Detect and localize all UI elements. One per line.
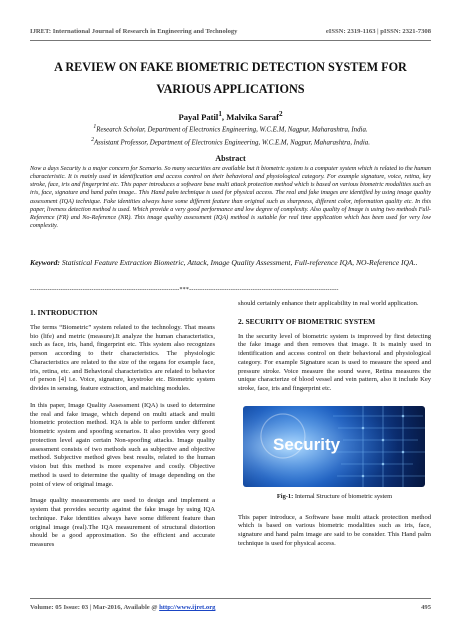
figure-label: Fig-1: [276,492,294,500]
figure-1-image [243,406,425,487]
section-1-heading: 1. INTRODUCTION [30,308,98,317]
author-2: Malvika Saraf [226,111,279,122]
abstract-heading: Abstract [215,154,246,163]
author-1: Payal Patil [178,111,219,122]
left-column [30,300,215,558]
protection-paragraph: This paper introduce, a Software base multi attack protection method which is based on various biometric modalities such as iris, face, signature and hand palm image are said to be consider. This Hand palm technique is used for physical access. [238,513,431,547]
section-separator: --------------------------------------------------------------------***-------------------------------------------------------------------- [30,287,339,293]
continued-paragraph: should certainly enhance their applicability in real world application. [238,300,419,307]
security-paragraph: In the security level of biometric system is improved by first detecting the fake image and then removes that image. It is mainly used in identification and access control on their behavioral and physiological category. For example Signature scan is used to measure the speed and pressure stroke. Voice measure the sound wave, Retina measures the unique characterize of blood vessel and vein pattern, also it include Key stroke, face, iris and fingerprint etc. [238,332,431,392]
issn-info: eISSN: 2319-1163 | pISSN: 2321-7308 [325,28,431,35]
section-2-heading: 2. SECURITY OF BIOMETRIC SYSTEM [238,316,376,326]
author-2-sup: 2 [278,110,283,118]
footer-divider [30,598,431,599]
intro-paragraph-3: Image quality measurements are used to design and implement a system that provides security against the fake image by using IQA technique. Fake identities always have some different feature than original image (real).The IQA measurement of structural distortion should be a good approximation. So the efficient and accurate measures [30,497,215,548]
intro-paragraph-2: In this paper, Image Quality Assessment (IQA) is used to determine the real and fake image, which depend on multi attack and multi biometric protection method. IQA is able to perform under different biometric system and spoofing scenarios. It also provides very good protection level again certain Non-spoofing attacks. Image quality assessment consists of two methods such as subjective and objective method. Subjective method gives best results, related to the human vision but this method is more expensive and costly. Objective method is used to determine the quality of image depending on the point of view of original image. [30,401,215,488]
paper-title [30,56,431,100]
journal-name: IJRET: International Journal of Research in Engineering and Technology [30,28,238,35]
volume-info: Volume: 05 Issue: 03 | Mar-2016, Available @ [30,604,160,611]
intro-paragraph-1: The terms “Biometric” system related to the technology. That means bio (life) and metric (measure).It analyze the human characteristics, such as face, iris, hand, fingerprint etc. This system also recognizes person according to their characteristics. The physiologic Characteristics are related to the size of the organs for example face, iris, retina, etc. and Behavioral characteristics are related to behavior of person [4] i.e. Voice, signature, keystroke etc. Biometric system divides in sensing, feature extraction, and matching modules. [30,323,215,392]
title-line-1: A REVIEW ON FAKE BIOMETRIC DETECTION SYSTEM FOR [54,60,407,74]
figure-word: Security [273,434,341,454]
right-column [238,300,431,557]
header-divider [30,40,431,41]
affiliation-2-sup: 2 [91,137,94,144]
affiliations [30,122,431,149]
affiliation-2 [30,135,431,148]
author-separator: , [221,111,227,122]
author-list [30,110,431,122]
title-line-2: VARIOUS APPLICATIONS [156,82,305,96]
affiliation-1-text: Research Scholar, Department of Electronics Engineering, W.C.E.M, Nagpur, Maharashtra, India. [96,126,368,134]
security-illustration [243,406,425,487]
journal-link[interactable]: http://www.ijret.org [159,604,216,611]
affiliation-2-text: Assistant Professor, Department of Electronics Engineering, W.C.E.M, Nagpur, Maharashtra, India. [93,139,370,147]
keywords-text: Statistical Feature Extraction Biometric, Attack, Image Quality Assessment, Full-reference IQA, NO-Reference IQA.. [61,258,418,267]
page-footer [30,604,431,611]
abstract-text: Now a days Security is a major concern for Scenario. So many securities are available but it biometric system is a computer system which is related to the human characteristic. It is mainly used in identification and access control on their behavioral and physiological category. For example signature, voice, retina, key stroke, face, iris and fingerprint etc. This paper introduces a software base multi attack protection method which is based on various biometric modalities such as iris, face, signature and hand palm image.. This Hand palm technique is used for physical access. The real and fake images are identified by using image quality assessment (IQA) technique. Fake identities always have some different feature than original such as sharpness, different color, information quality etc. In this paper, liveness detection method is used. Which provide a very good performance and low degree of complexity. Also quality of Image is using two methods Full- Reference (FR) and No-Reference (NR). This image quality assessment (IQA) method is suitable for real time application which has been used for very low complexity. [30,165,431,230]
author-1-sup: 1 [218,110,222,118]
affiliation-1 [30,122,431,135]
affiliation-1-sup: 1 [93,124,97,130]
figure-caption-text: Internal Structure of biometric system [293,492,393,500]
keywords [30,257,431,269]
figure-1-caption [238,493,431,502]
keywords-label: Keyword: [30,258,60,267]
page-number: 495 [421,604,431,611]
